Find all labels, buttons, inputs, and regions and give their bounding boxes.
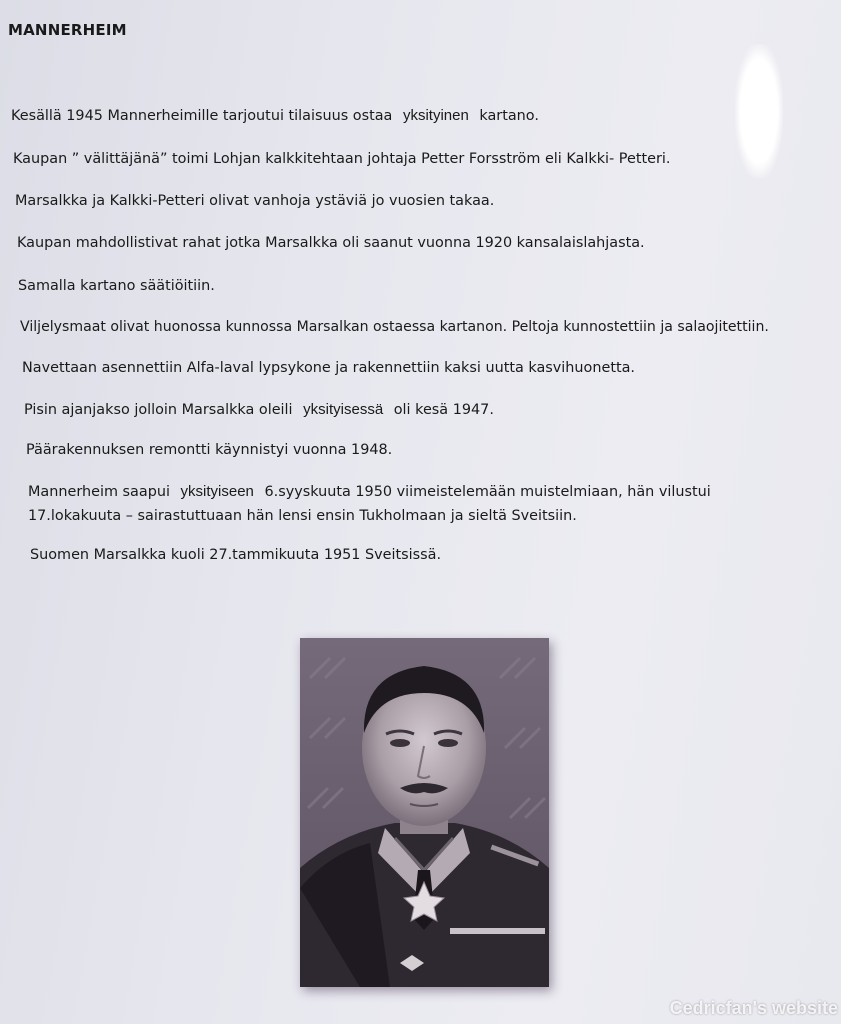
text-segment: Kesällä 1945 Mannerheimille tarjoutui tilaisuus ostaa bbox=[11, 108, 393, 124]
paragraph-10 bbox=[28, 482, 711, 502]
watermark: Cedricfan's website bbox=[669, 998, 838, 1018]
page-title: MANNERHEIM bbox=[8, 21, 127, 39]
light-glare bbox=[735, 44, 783, 178]
portrait-illustration bbox=[300, 638, 549, 987]
paragraph-11: 17.lokakuuta – sairastuttuaan hän lensi ensin Tukholmaan ja sieltä Sveitsiin. bbox=[28, 508, 577, 524]
paragraph-12: Suomen Marsalkka kuoli 27.tammikuuta 1951 Sveitsissä. bbox=[30, 547, 442, 563]
paragraph-6: Viljelysmaat olivat huonossa kunnossa Marsalkan ostaessa kartanon. Peltoja kunnostettiin ja salaojitettiin. bbox=[20, 319, 769, 335]
paragraph-5: Samalla kartano säätiöitiin. bbox=[18, 278, 215, 294]
text-segment: kartano. bbox=[479, 108, 539, 124]
highlighted-word: yksityiseen bbox=[180, 483, 254, 500]
paragraph-4: Kaupan mahdollistivat rahat jotka Marsalkka oli saanut vuonna 1920 kansalaislahjasta. bbox=[17, 235, 645, 251]
paragraph-9: Päärakennuksen remontti käynnistyi vuonna 1948. bbox=[26, 442, 393, 458]
portrait-photo bbox=[300, 638, 549, 987]
text-segment: Pisin ajanjakso jolloin Marsalkka oleili bbox=[24, 402, 293, 418]
paragraph-1 bbox=[11, 106, 539, 126]
highlighted-word: yksityisessä bbox=[303, 401, 384, 418]
paragraph-7: Navettaan asennettiin Alfa-laval lypsykone ja rakennettiin kaksi uutta kasvihuonetta. bbox=[22, 360, 635, 376]
paragraph-2: Kaupan ” välittäjänä” toimi Lohjan kalkkitehtaan johtaja Petter Forsström eli Kalkki- Petteri. bbox=[13, 151, 671, 167]
paragraph-8 bbox=[24, 400, 494, 420]
paragraph-3: Marsalkka ja Kalkki-Petteri olivat vanhoja ystäviä jo vuosien takaa. bbox=[15, 193, 495, 209]
highlighted-word: yksityinen bbox=[402, 107, 469, 124]
text-segment: 6.syyskuuta 1950 viimeistelemään muistelmiaan, hän vilustui bbox=[264, 484, 711, 500]
text-segment: oli kesä 1947. bbox=[393, 402, 494, 418]
text-segment: Mannerheim saapui bbox=[28, 484, 170, 500]
